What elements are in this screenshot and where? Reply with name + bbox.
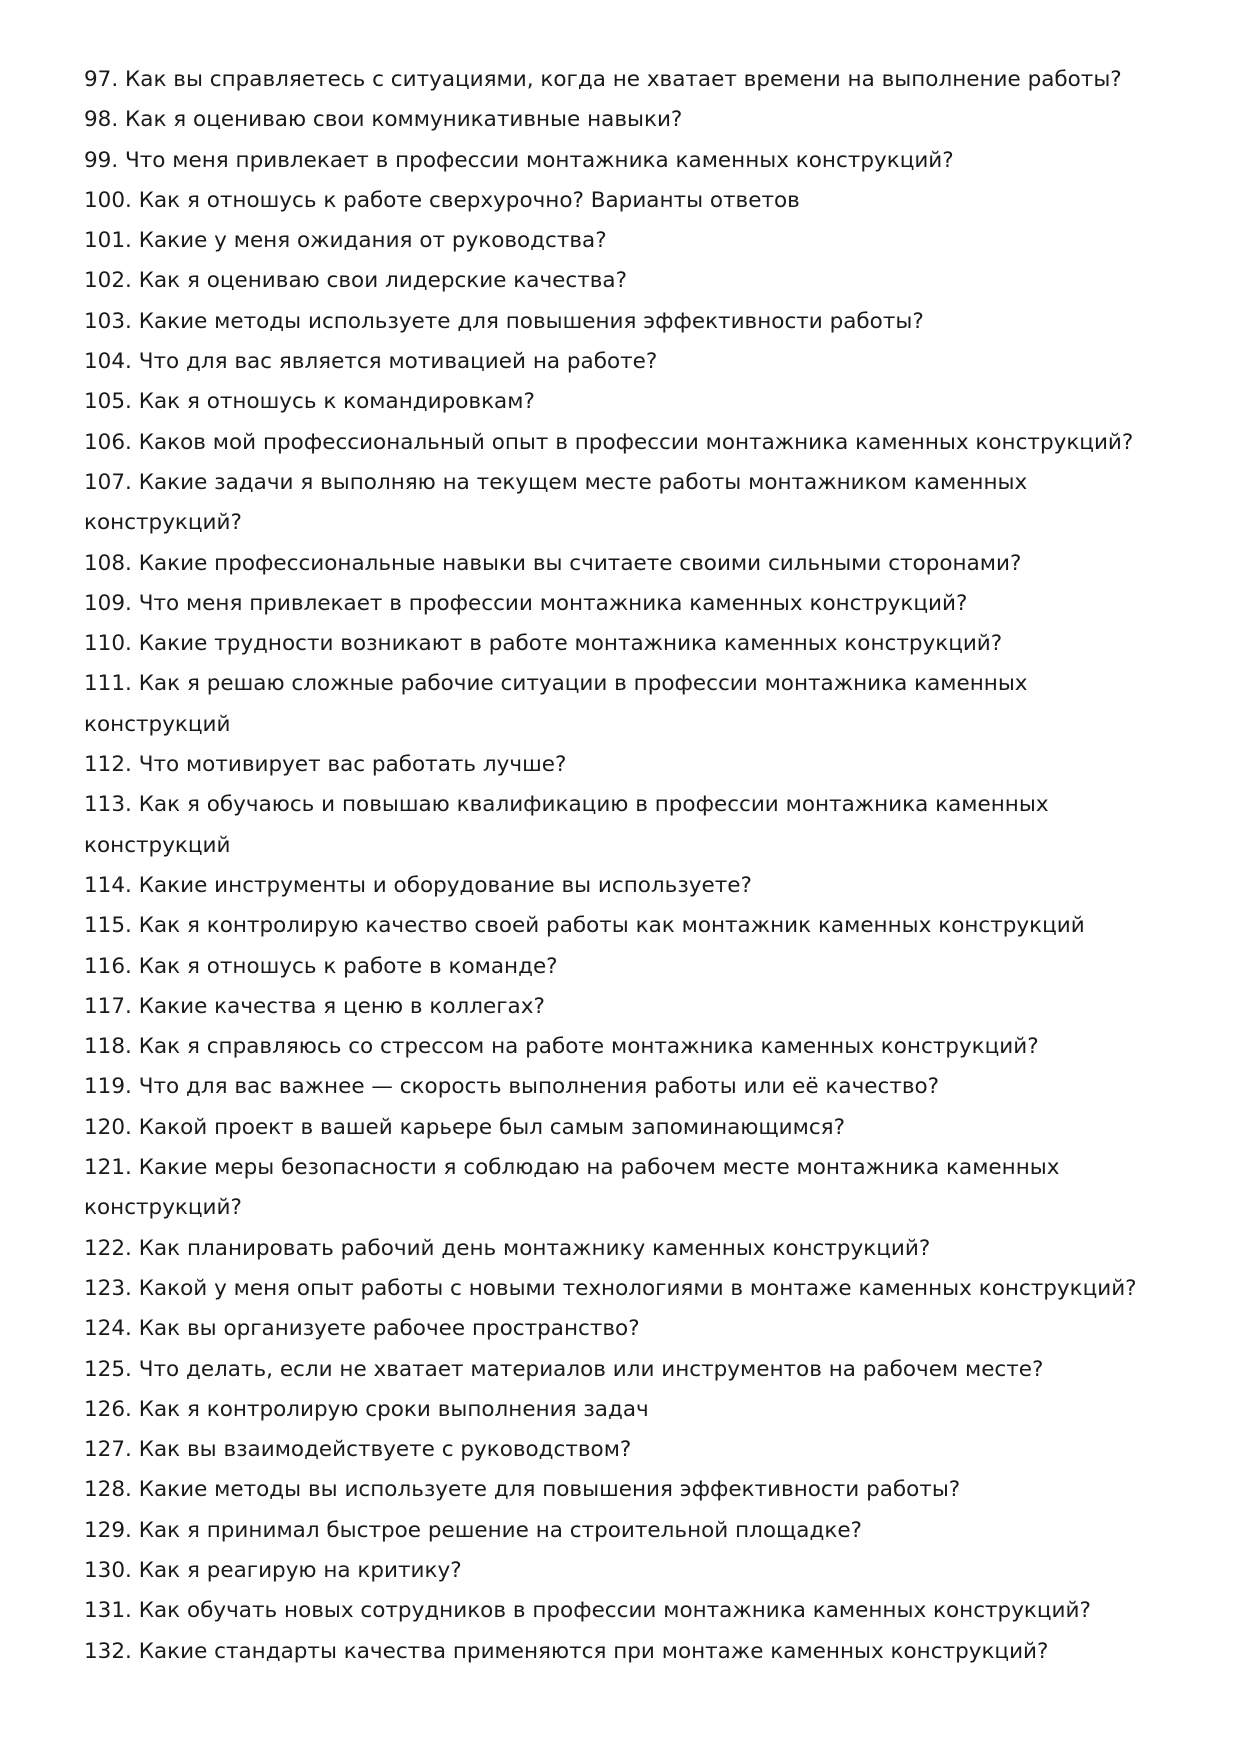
list-line: 100. Как я отношусь к работе сверхурочно? Варианты ответов [84, 187, 800, 213]
list-line: 109. Что меня привлекает в профессии монтажника каменных конструкций? [84, 590, 968, 616]
list-line: 128. Какие методы вы используете для повышения эффективности работы? [84, 1477, 961, 1503]
list-line: 129. Как я принимал быстрое решение на строительной площадке? [84, 1517, 862, 1543]
list-line: 132. Какие стандарты качества применяются при монтаже каменных конструкций? [84, 1638, 1049, 1664]
list-line: конструкций? [84, 1195, 242, 1221]
list-line: 124. Как вы организуете рабочее пространство? [84, 1316, 640, 1342]
list-line: 107. Какие задачи я выполняю на текущем месте работы монтажником каменных [84, 469, 1028, 495]
list-line: 108. Какие профессиональные навыки вы считаете своими сильными сторонами? [84, 550, 1022, 576]
list-line: 111. Как я решаю сложные рабочие ситуации в профессии монтажника каменных [84, 671, 1028, 697]
list-line: 123. Какой у меня опыт работы с новыми технологиями в монтаже каменных конструкций? [84, 1275, 1137, 1301]
list-line: 115. Как я контролирую качество своей работы как монтажник каменных конструкций [84, 913, 1085, 939]
list-line: 131. Как обучать новых сотрудников в профессии монтажника каменных конструкций? [84, 1598, 1091, 1624]
list-line: 102. Как я оцениваю свои лидерские качества? [84, 268, 628, 294]
list-line: 127. Как вы взаимодействуете с руководством? [84, 1437, 632, 1463]
list-line: 99. Что меня привлекает в профессии монтажника каменных конструкций? [84, 147, 954, 173]
list-line: 125. Что делать, если не хватает материалов или инструментов на рабочем месте? [84, 1356, 1044, 1382]
list-line: 120. Какой проект в вашей карьере был самым запоминающимся? [84, 1114, 846, 1140]
list-line: конструкций [84, 832, 231, 858]
list-line: 106. Каков мой профессиональный опыт в профессии монтажника каменных конструкций? [84, 429, 1134, 455]
list-line: конструкций [84, 711, 231, 737]
list-line: 130. Как я реагирую на критику? [84, 1557, 462, 1583]
list-line: 117. Какие качества я ценю в коллегах? [84, 993, 545, 1019]
list-line: 113. Как я обучаюсь и повышаю квалификацию в профессии монтажника каменных [84, 792, 1049, 818]
list-line: 114. Какие инструменты и оборудование вы используете? [84, 872, 752, 898]
list-line: 103. Какие методы используете для повышения эффективности работы? [84, 308, 924, 334]
list-line: 105. Как я отношусь к командировкам? [84, 389, 535, 415]
list-line: конструкций? [84, 510, 242, 536]
list-line: 110. Какие трудности возникают в работе монтажника каменных конструкций? [84, 631, 1003, 657]
list-line: 112. Что мотивирует вас работать лучше? [84, 752, 567, 778]
list-line: 98. Как я оцениваю свои коммуникативные навыки? [84, 107, 683, 133]
list-line: 101. Какие у меня ожидания от руководства? [84, 228, 607, 254]
list-line: 126. Как я контролирую сроки выполнения задач [84, 1396, 649, 1422]
list-line: 118. Как я справляюсь со стрессом на работе монтажника каменных конструкций? [84, 1034, 1039, 1060]
list-line: 122. Как планировать рабочий день монтажнику каменных конструкций? [84, 1235, 931, 1261]
list-line: 119. Что для вас важнее — скорость выполнения работы или её качество? [84, 1074, 940, 1100]
question-list [84, 60, 1164, 1672]
list-line: 116. Как я отношусь к работе в команде? [84, 953, 558, 979]
list-line: 97. Как вы справляетесь с ситуациями, когда не хватает времени на выполнение работы? [84, 67, 1122, 92]
list-line: 104. Что для вас является мотивацией на работе? [84, 349, 658, 375]
list-line: 121. Какие меры безопасности я соблюдаю на рабочем месте монтажника каменных [84, 1155, 1060, 1181]
